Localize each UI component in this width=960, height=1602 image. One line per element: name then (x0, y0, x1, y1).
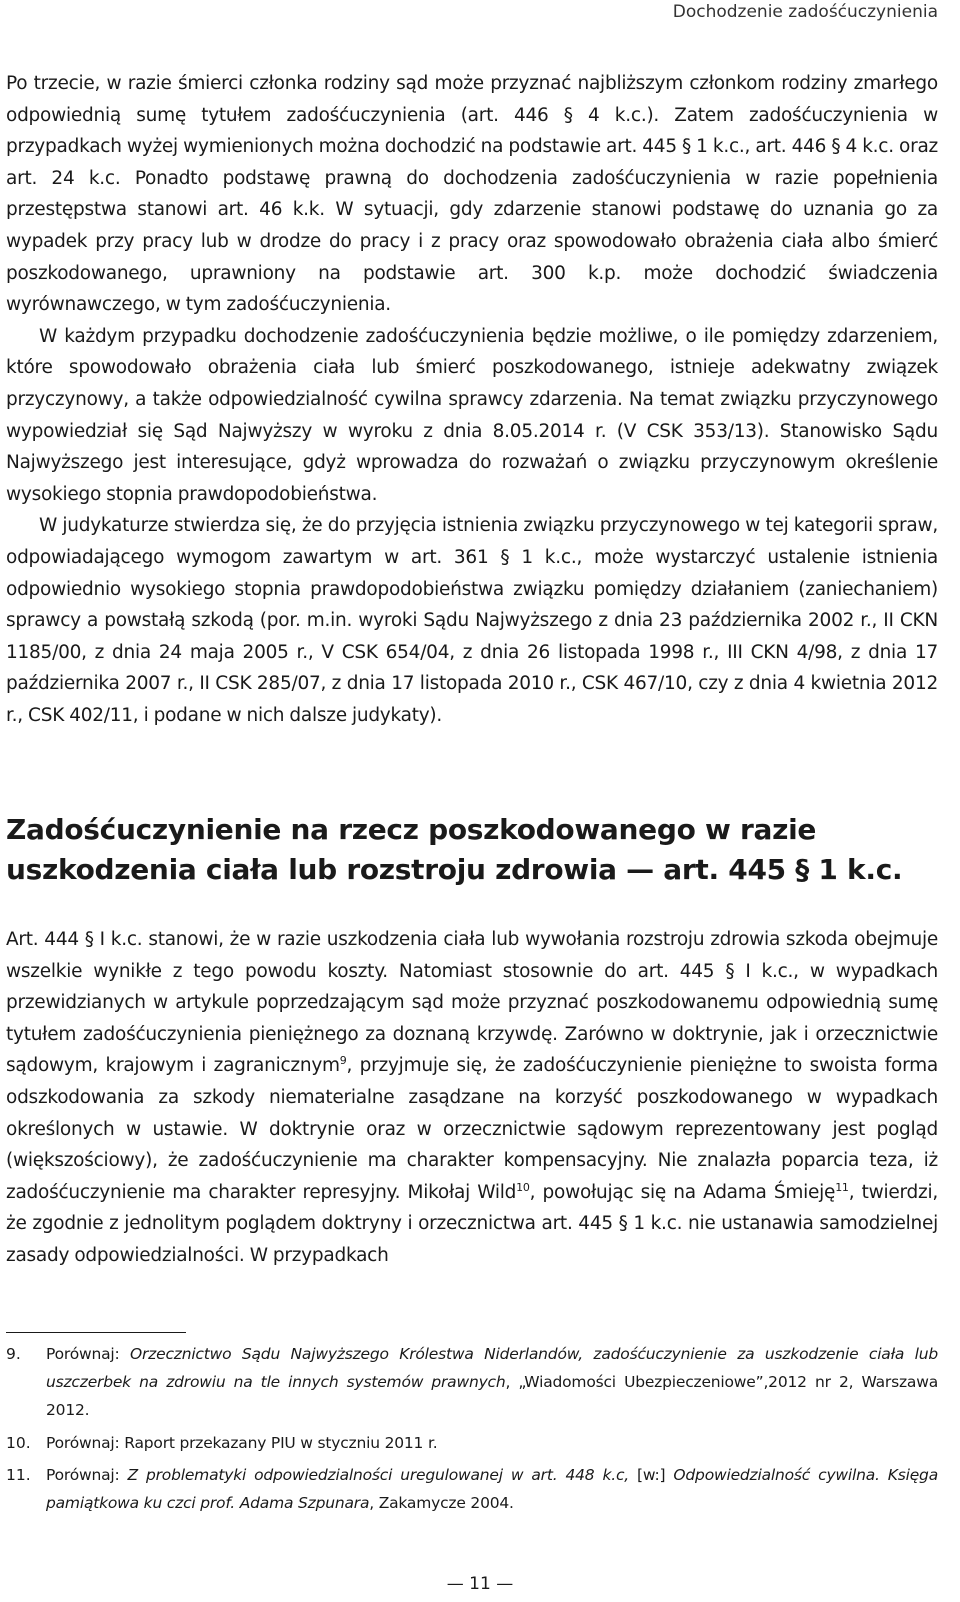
footnote-cited-title: Z problematyki odpowiedzialności uregulowanej w art. 448 k.c, (127, 1465, 630, 1484)
body-text-top (6, 68, 938, 731)
footnote-ref-10[interactable]: 10 (516, 1180, 530, 1194)
section-heading: Zadośćuczynienie na rzecz poszkodowanego w razie uszkodzenia ciała lub rozstroju zdrowia — art. 445 § 1 k.c. (6, 813, 903, 886)
footnote-mid: [w:] (629, 1465, 674, 1484)
footnote-ref-11[interactable]: 11 (835, 1180, 849, 1194)
footnote-separator (6, 1332, 186, 1333)
footnotes (6, 1340, 938, 1521)
section-text-part-2: , przyjmuje się, że zadośćuczynienie pieniężne to swoista forma odszkodowania za szkody niematerialne zasądzane na korzyść poszkodowanego w wypadkach określonych w ustawie. W doktrynie oraz w orzecznictwie sądowym reprezentowany jest pogląd (większościowy), że zadośćuczynienie ma charakter kompensacyjny. Nie znalazła poparcia teza, iż zadośćuczynienie ma charakter represyjny. Mikołaj Wild (6, 1055, 938, 1203)
section-text-part-4: , twierdzi, że zgodnie z jednolitym poglądem doktryny i orzecznictwa art. 445 § 1 k.c. nie ustanawia samodzielnej zasady odpowiedzialności. W przypadkach (6, 1181, 938, 1266)
paragraph-1: Po trzecie, w razie śmierci członka rodziny sąd może przyznać najbliższym członkom rodziny zmarłego odpowiednią sumę tytułem zadośćuczynienia (art. 446 § 4 k.c.). Zatem zadośćuczynienia w przypadkach wyżej wymienionych można dochodzić na podstawie art. 445 § 1 k.c., art. 446 § 4 k.c. oraz art. 24 k.c. Ponadto podstawę prawną do dochodzenia zadośćuczynienia w razie popełnienia przestępstwa stanowi art. 46 k.k. W sytuacji, gdy zdarzenie stanowi podstawę do uznania go za wypadek przy pracy lub w drodze do pracy i z pracy oraz spowodowało obrażenia ciała albo śmierć poszkodowanego, uprawniony na podstawie art. 300 k.p. może dochodzić świadczenia wyrównawczego, w tym zadośćuczynienia. (6, 73, 938, 316)
footnote-tail: , Zakamycze 2004. (369, 1494, 514, 1513)
footnote-text: Porównaj: Raport przekazany PIU w styczniu 2011 r. (46, 1433, 438, 1452)
footnote-9 (6, 1340, 938, 1425)
footnote-cited-book: Odpowiedzialność cywilna. Księga pamiątkowa ku czci prof. Adama Szpunara (46, 1465, 938, 1513)
footnote-cited-title: Orzecznictwo Sądu Najwyższego Królestwa Niderlandów, zadośćuczynienie za uszkodzenie ciała lub uszczerbek na zdrowiu na tle innych systemów prawnych (46, 1345, 938, 1392)
footnote-text (46, 1461, 938, 1517)
footnote-number: 10. (6, 1433, 31, 1452)
section-paragraph (6, 924, 938, 1272)
footnote-number: 9. (6, 1345, 21, 1363)
footnote-10 (6, 1429, 938, 1457)
footnote-number: 11. (6, 1465, 31, 1484)
footnote-tail: , „Wiadomości Ubezpieczeniowe”,2012 nr 2, Warszawa 2012. (46, 1373, 938, 1420)
footnote-ref-9[interactable]: 9 (339, 1054, 347, 1068)
footnote-text (46, 1340, 938, 1425)
paragraph-2: W każdym przypadku dochodzenie zadośćuczynienia będzie możliwe, o ile pomiędzy zdarzeniem, które spowodowało obrażenia ciała lub śmierć poszkodowanego, istnieje adekwatny związek przyczynowy, a także odpowiedzialność cywilna sprawcy zdarzenia. Na temat związku przyczynowego wypowiedział się Sąd Najwyższy w wyroku z dnia 8.05.2014 r. (V CSK 353/13). Stanowisko Sądu Najwyższego jest interesujące, gdyż wprowadza do rozważań o związku przyczynowym określenie wysokiego stopnia prawdopodobieństwa. (6, 325, 938, 505)
body-text-section (6, 924, 938, 1272)
running-header: Dochodzenie zadośćuczynienia (672, 2, 938, 22)
footnote-lead: Porównaj: (46, 1345, 130, 1363)
footnote-lead: Porównaj: (46, 1465, 128, 1484)
section-text-part-1: Art. 444 § I k.c. stanowi, że w razie uszkodzenia ciała lub wywołania rozstroju zdrowia szkoda obejmuje wszelkie wynikłe z tego powodu koszty. Natomiast stosownie do art. 445 § I k.c., w wypadkach przewidzianych w artykule poprzedzającym sąd może przyznać poszkodowanemu odpowiednią sumę tytułem zadośćuczynienia pieniężnego za doznaną krzywdę. Zarówno w doktrynie, jak i orzecznictwie sądowym, krajowym i zagranicznym (6, 929, 938, 1077)
paragraph-3: W judykaturze stwierdza się, że do przyjęcia istnienia związku przyczynowego w tej kategorii spraw, odpowiadającego wymogom zawartym w art. 361 § 1 k.c., może wystarczyć ustalenie istnienia odpowiednio wysokiego stopnia prawdopodobieństwa związku pomiędzy działaniem (zaniechaniem) sprawcy a powstałą szkodą (por. m.in. wyroki Sądu Najwyższego z dnia 23 października 2002 r., II CKN 1185/00, z dnia 24 maja 2005 r., V CSK 654/04, z dnia 26 listopada 1998 r., III CKN 4/98, z dnia 17 października 2007 r., II CSK 285/07, z dnia 17 listopada 2010 r., CSK 467/10, czy z dnia 4 kwietnia 2012 r., CSK 402/11, i podane w nich dalsze judykaty). (6, 515, 938, 726)
section-text-part-3: , powołując się na Adama Śmieję (529, 1181, 836, 1203)
footnote-11 (6, 1461, 938, 1517)
page-number: — 11 — (446, 1574, 514, 1594)
